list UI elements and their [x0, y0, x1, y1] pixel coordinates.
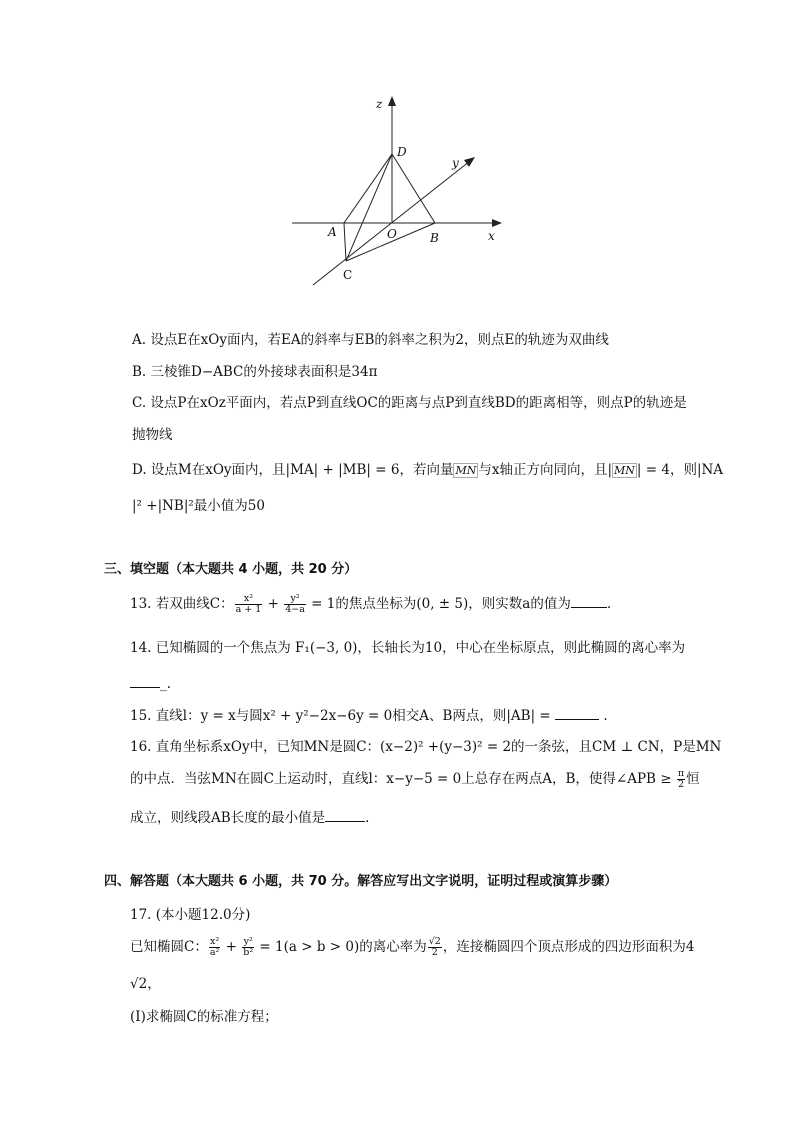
label-A: A [328, 225, 337, 239]
q13-fraction-2: $\frac{\text{y²}}{4-a}$ [285, 593, 305, 615]
q16-line2-end: 恒 [686, 771, 700, 787]
q16-line2-text: 的中点．当弦MN在圆C上运动时，直线l：x−y−5 = 0上总存在两点A，B，使得∠APB ≥ [130, 771, 676, 787]
question-16-line3 [130, 806, 369, 826]
option-d-line1 [132, 458, 723, 478]
x-arrow [492, 219, 502, 227]
question-15 [130, 704, 608, 724]
q13-end: . [606, 596, 612, 612]
q16-end: . [365, 810, 370, 826]
edge-DA [344, 154, 392, 223]
q17-eccentricity: $\frac{√2}{2}$ [428, 936, 441, 958]
q14-answer-blank[interactable] [130, 673, 160, 688]
option-b: B. 三棱锥D−ABC的外接球表面积是34π [132, 364, 378, 380]
q14-end: _. [160, 676, 172, 692]
label-y: y [452, 156, 459, 170]
q16-fraction-pi-2: $\frac{\pi}{2}$ [677, 768, 685, 790]
q15-text: 15. 直线l：y = x与圆x² + y²−2x−6y = 0相交A、B两点，则|AB| = [130, 708, 556, 724]
label-z: z [376, 97, 383, 111]
edge-DB [392, 154, 435, 223]
edge-DC [346, 154, 392, 261]
question-13 [130, 592, 611, 615]
option-c-line2: 抛物线 [132, 427, 173, 443]
q13-fraction-1: $\frac{\text{x²}}{a + 1}$ [235, 593, 262, 615]
edge-AC [344, 223, 346, 261]
q15-answer-blank[interactable] [555, 705, 599, 720]
question-17-header: 17. (本小题12.0分) [130, 907, 251, 923]
section-4-title: 四、解答题（本大题共 6 小题，共 70 分。解答应写出文字说明，证明过程或演算步骤） [104, 874, 618, 889]
q17-fraction-x: $\frac{\text{x²}}{\text{a²}}$ [209, 936, 220, 958]
option-d-text-b: 与x轴正方向同向，且| [478, 462, 613, 478]
label-B: B [430, 231, 439, 245]
option-c-line1: C. 设点P在xOz平面内，若点P到直线OC的距离与点P到直线BD的距离相等，则点P的轨迹是 [132, 395, 687, 411]
option-a: A. 设点E在xOy面内，若EA的斜率与EB的斜率之积为2，则点E的轨迹为双曲线 [132, 332, 609, 348]
option-d-text-a: D. 设点M在xOy面内，且|MA| + |MB| = 6，若向量 [132, 462, 454, 478]
question-17-part1: (Ⅰ)求椭圆C的标准方程； [130, 1009, 278, 1025]
label-C: C [343, 268, 353, 282]
vector-mn-2: MN [614, 464, 635, 477]
label-x: x [488, 229, 495, 243]
q15-end: . [599, 708, 608, 724]
question-14-line2 [130, 673, 171, 692]
tetrahedron-figure [280, 88, 520, 298]
label-D: D [397, 145, 407, 159]
q13-suffix: = 1的焦点坐标为(0, ± 5)，则实数a的值为 [306, 596, 571, 612]
q17-plus: + [221, 939, 242, 955]
q16-answer-blank[interactable] [325, 807, 365, 822]
question-16-line1: 16. 直角坐标系xOy中，已知MN是圆C：(x−2)² +(y−3)² = 2的一条弦，且CM ⊥ CN，P是MN [130, 739, 722, 755]
q17-mid: = 1(a > b > 0)的离心率为 [255, 939, 427, 955]
y-arrow [464, 157, 475, 167]
option-d-text-c: | = 4，则|NA [636, 462, 724, 478]
option-d-line2: |² +|NB|²最小值为50 [132, 498, 265, 514]
vector-mn-1: MN [455, 464, 477, 477]
q13-answer-blank[interactable] [571, 593, 607, 608]
q13-plus: + [263, 596, 284, 612]
question-14-line1: 14. 已知椭圆的一个焦点为 F₁(−3, 0)，长轴长为10，中心在坐标原点，则此椭圆的离心率为 [130, 640, 686, 656]
q16-line3-text: 成立，则线段AB长度的最小值是 [130, 810, 326, 826]
question-17-line1 [130, 935, 694, 958]
q17-fraction-y: $\frac{\text{y²}}{\text{b²}}$ [243, 936, 254, 958]
section-3-title: 三、填空题（本大题共 4 小题，共 20 分） [104, 562, 358, 577]
question-17-line2: √2， [130, 976, 161, 992]
q17-suffix: ，连接椭圆四个顶点形成的四边形面积为4 [442, 939, 695, 955]
label-O: O [387, 227, 397, 241]
z-arrow [388, 96, 396, 106]
question-16-line2 [130, 767, 700, 790]
q17-prefix: 已知椭圆C： [130, 939, 208, 955]
q13-prefix: 13. 若双曲线C： [130, 596, 234, 612]
